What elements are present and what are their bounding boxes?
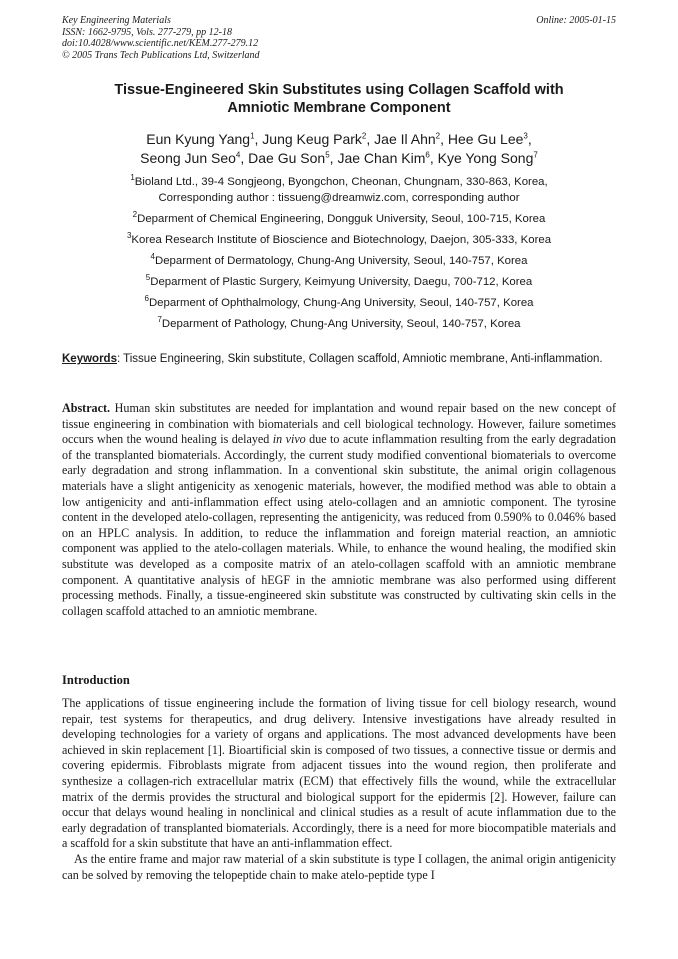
author-separator: , (240, 150, 249, 166)
affil-mark: 3 (126, 231, 132, 241)
paper-title (62, 82, 616, 117)
author-name: Eun Kyung Yang (146, 131, 251, 147)
author-name: Hee Gu Lee (447, 131, 524, 147)
introduction-paragraph-2: As the entire frame and major raw material of a skin substitute is type I collagen, the animal origin antigenicity can be solved by removing the telopeptide chain to make atelo-peptide type I (62, 851, 616, 882)
affiliation-2 (62, 211, 616, 227)
affil-mark: 6 (144, 294, 149, 304)
journal-name: Key Engineering Materials (62, 15, 171, 26)
author-name: Jae Il Ahn (374, 131, 436, 147)
abstract-label: Abstract. (62, 401, 111, 415)
online-date (536, 15, 616, 27)
author-line-2 (62, 149, 616, 168)
affil-mark: 2 (132, 210, 138, 220)
author-affil-mark: 2 (361, 131, 367, 141)
affil-text: Deparment of Dermatology, Chung-Ang University, Seoul, 140-757, Korea (154, 255, 528, 267)
affiliation-7 (62, 316, 616, 332)
title-line-1: Tissue-Engineered Skin Substitutes using Collagen Scaffold with (114, 82, 564, 98)
journal-doi: doi:10.4028/www.scientific.net/KEM.277-279.12 (62, 38, 259, 49)
author-separator: , (329, 150, 338, 166)
title-line-2: Amniotic Membrane Component (227, 99, 451, 116)
author-name: Seong Jun Seo (140, 150, 236, 166)
keywords-text: Tissue Engineering, Skin substitute, Collagen scaffold, Amniotic membrane, Anti-inflammation. (120, 353, 603, 365)
author-separator: , (254, 131, 263, 147)
author-affil-mark: 7 (533, 150, 538, 160)
keywords-section (62, 352, 616, 367)
author-separator: , (429, 150, 438, 166)
author-name: Jae Chan Kim (337, 150, 426, 166)
affiliation-4 (62, 253, 616, 269)
journal-header (62, 15, 260, 61)
affil-text: Deparment of Plastic Surgery, Keimyung University, Daegu, 700-712, Korea (150, 276, 533, 288)
abstract-italic-term: in vivo (272, 432, 306, 447)
author-line-1 (62, 130, 616, 149)
affil-text: Deparment of Pathology, Chung-Ang University, Seoul, 140-757, Korea (161, 318, 521, 330)
author-separator: , (366, 131, 375, 147)
author-affil-mark: 1 (250, 131, 255, 141)
affiliation-list (62, 174, 616, 332)
affil-text: Deparment of Ophthalmology, Chung-Ang University, Seoul, 140-757, Korea (148, 297, 534, 309)
author-name: Dae Gu Son (248, 150, 326, 166)
abstract-text-part-1: Human skin substitutes are needed for implantation and wound repair based on the new concept of tissue engineering in combination with biomaterials and cell biological technology. However, failure sometimes occurs when the wound healing is delayed (62, 401, 616, 447)
introduction-body (62, 696, 616, 883)
author-affil-mark: 2 (435, 131, 441, 141)
online-date-text: Online: 2005-01-15 (536, 15, 616, 26)
journal-copyright: © 2005 Trans Tech Publications Ltd, Switzerland (62, 49, 260, 61)
author-name: Jung Keug Park (262, 131, 362, 147)
keywords-label: Keywords (62, 353, 117, 365)
abstract-section (62, 401, 616, 619)
author-separator: , (527, 131, 532, 147)
affil-text: Bioland Ltd., 39-4 Songjeong, Byongchon, Cheonan, Chungnam, 330-863, Korea, (134, 176, 548, 188)
affiliation-5 (62, 274, 616, 290)
author-affil-mark: 5 (325, 150, 330, 160)
introduction-paragraph-1: The applications of tissue engineering include the formation of living tissue for cell biology research, wound repair, test systems for therapeutics, and drug delivery. Intensive investigations have already resulted in developing technologies for a variety of organs and applications. The most advanced developments have been achieved in skin replacement [1]. Bioartificial skin is composed of two tissues, a connective tissue or dermis and covering epidermis. Fibroblasts migrate from adjacent tissues into the wound region, then proliferate and synthesize a collagen-rich extracellular matrix (ECM) that effectively fills the wound, while the extracellular matrix of the dermis provides the structural and biological support for the epidermis [2]. However, failure can occur that delays wound healing in nonclinical and clinical studies as a result of acute inflammation due to the early degradation of transplanted biomaterials. Accordingly, there is a need for more biocompatible materials and a scaffold for a skin substitute that have an anti-inflammation effect. (62, 696, 616, 851)
affiliation-6 (62, 295, 616, 311)
keywords-colon: : (116, 353, 121, 365)
corresponding-author: Corresponding author : tissueng@dreamwiz.com, corresponding author (158, 192, 520, 204)
author-list (62, 130, 616, 168)
affil-mark: 1 (130, 173, 135, 183)
affil-mark: 5 (145, 273, 151, 283)
author-affil-mark: 4 (235, 150, 241, 160)
affil-text: Deparment of Chemical Engineering, Dongguk University, Seoul, 100-715, Korea (137, 213, 546, 225)
affiliation-1 (62, 174, 616, 190)
author-affil-mark: 3 (523, 131, 528, 141)
affil-mark: 7 (157, 315, 162, 325)
introduction-heading: Introduction (62, 673, 130, 687)
author-separator: , (440, 131, 448, 147)
affiliation-3 (62, 232, 616, 248)
affil-mark: 4 (150, 252, 155, 262)
affil-text: Korea Research Institute of Bioscience and Biotechnology, Daejon, 305-333, Korea (131, 234, 552, 246)
author-affil-mark: 6 (425, 150, 430, 160)
abstract-text-part-2: due to acute inflammation resulting from the early degradation of the transplanted biomaterials. Accordingly, the current study modified conventional biomaterials to overcome early degradation and strong inflammation. In a conventional skin substitute, the animal origin collagenous materials have a slight antigenicity as xenogenic materials, however, the modified method was able to obtain a low antigenicity and anti-inflammation effect using atelo-collagen and an amniotic component. The tyrosine content in the developed atelo-collagen, representing the antigenicity, was reduced from 0.590% to 0.046% based on an HPLC analysis. In addition, to reduce the inflammation and foreign material reaction, an amniotic component was applied to the atelo-collagen materials. While, to enhance the wound healing, the modified skin substitute was developed as a composite matrix of an atelo-collagen scaffold with an amniotic membrane component. A quantitative analysis of hEGF in the amniotic membrane was also performed using different processing methods. Finally, a tissue-engineered skin substitute was constructed by cultivating skin cells in the collagen scaffold attached to an amniotic membrane. (62, 432, 617, 618)
journal-issn: ISSN: 1662-9795, Vols. 277-279, pp 12-18 (62, 26, 232, 38)
author-name: Kye Yong Song (437, 150, 534, 166)
